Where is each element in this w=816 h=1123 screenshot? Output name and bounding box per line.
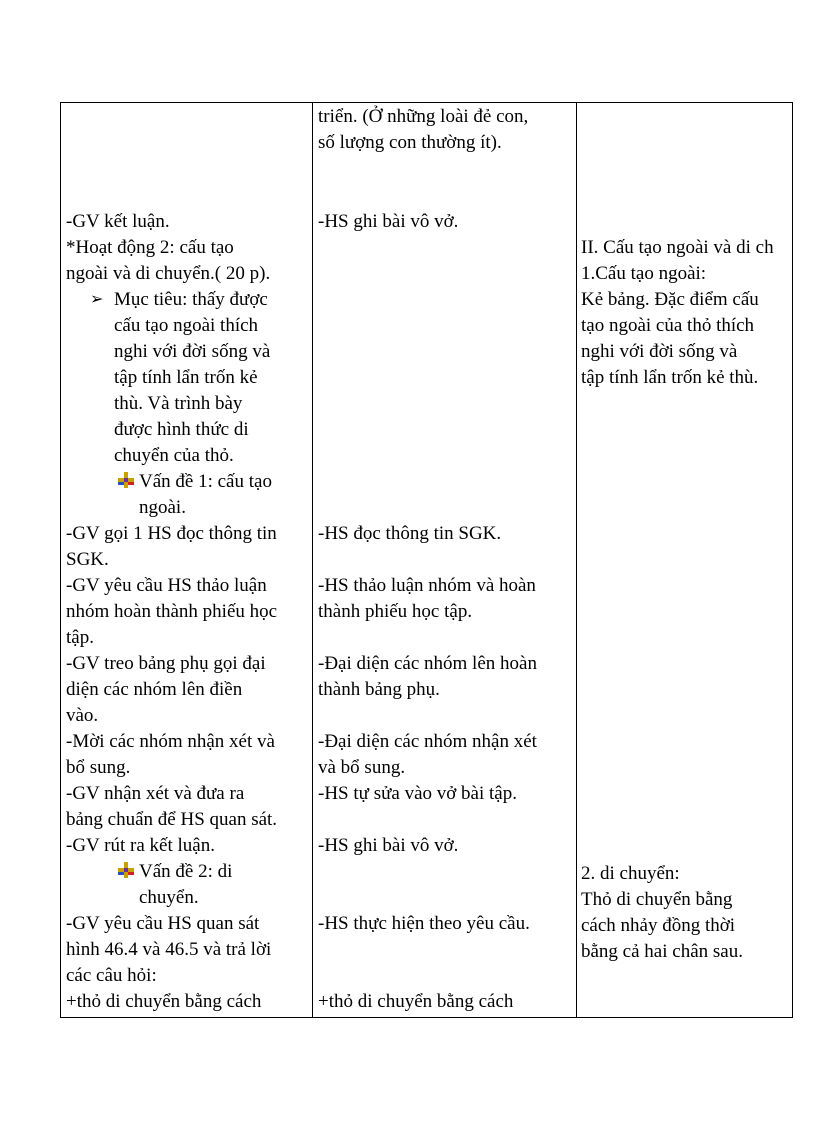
col3-text: bằng cả hai chân sau. xyxy=(581,941,743,962)
col2-text: thành phiếu học tập. xyxy=(318,601,473,622)
col2-text: thành bảng phụ. xyxy=(318,679,440,700)
subsection-heading: 1.Cấu tạo ngoài: xyxy=(581,263,707,284)
objective-text: tập tính lẩn trốn kẻ xyxy=(114,367,258,388)
col3-text: cách nhảy đồng thời xyxy=(581,915,736,936)
objective-text: nghi với đời sống và xyxy=(114,341,271,362)
col1-text: ngoài và di chuyển.( 20 p). xyxy=(66,263,271,284)
col2-text: -HS ghi bài vô vở. xyxy=(318,211,459,232)
issue-text: ngoài. xyxy=(139,497,186,518)
col2-text: -HS ghi bài vô vở. xyxy=(318,835,459,856)
issue-text: Vấn đề 2: di xyxy=(139,861,233,882)
col2-text: -HS tự sửa vào vở bài tập. xyxy=(318,783,517,804)
objective-text: thù. Và trình bày xyxy=(114,393,243,414)
col2-text: +thỏ di chuyển bằng cách xyxy=(318,991,514,1012)
plus-bullet-icon xyxy=(117,861,135,879)
col2-text: và bổ sung. xyxy=(318,757,406,778)
issue-text: Vấn đề 1: cấu tạo xyxy=(139,471,272,492)
col1-text: -GV yêu cầu HS thảo luận xyxy=(66,575,267,596)
col1-text: *Hoạt động 2: cấu tạo xyxy=(66,237,234,258)
col1-text: -GV treo bảng phụ gọi đại xyxy=(66,653,266,674)
col2-text: -HS thực hiện theo yêu cầu. xyxy=(318,913,530,934)
objective-text: Mục tiêu: thấy được xyxy=(114,289,268,310)
col2-text: triển. (Ở những loài đẻ con, xyxy=(318,106,529,127)
col3-text: tạo ngoài của thỏ thích xyxy=(581,315,755,336)
col1-text: -GV kết luận. xyxy=(66,211,170,232)
col1-text: +thỏ di chuyển bằng cách xyxy=(66,991,262,1012)
col3-text: Thỏ di chuyển bằng xyxy=(581,889,733,910)
subsection-heading: 2. di chuyển: xyxy=(581,863,680,884)
col1-text: vào. xyxy=(66,705,99,726)
col3-text: nghi với đời sống và xyxy=(581,341,738,362)
col1-text: -GV rút ra kết luận. xyxy=(66,835,215,856)
objective-text: được hình thức di xyxy=(114,419,249,440)
col2-text: -HS đọc thông tin SGK. xyxy=(318,523,502,544)
col2-text: -Đại diện các nhóm lên hoàn xyxy=(318,653,537,674)
issue-text: chuyển. xyxy=(139,887,199,908)
col3-text: tập tính lẩn trốn kẻ thù. xyxy=(581,367,759,388)
col1-text: SGK. xyxy=(66,549,109,570)
col1-text: bổ sung. xyxy=(66,757,131,778)
plus-bullet-icon xyxy=(117,471,135,489)
col2-text: -HS thảo luận nhóm và hoàn xyxy=(318,575,536,596)
objective-text: chuyển của thỏ. xyxy=(114,445,234,466)
col1-text: bảng chuẩn để HS quan sát. xyxy=(66,809,278,830)
objective-text: cấu tạo ngoài thích xyxy=(114,315,259,336)
col1-text: -Mời các nhóm nhận xét và xyxy=(66,731,275,752)
col1-text: -GV yêu cầu HS quan sát xyxy=(66,913,260,934)
col1-text: tập. xyxy=(66,627,94,648)
column-divider-2 xyxy=(576,103,577,1017)
col2-text: -Đại diện các nhóm nhận xét xyxy=(318,731,537,752)
col1-text: hình 46.4 và 46.5 và trả lời xyxy=(66,939,272,960)
column-divider-1 xyxy=(312,103,313,1017)
col1-text: các câu hỏi: xyxy=(66,965,157,986)
col3-text: Kẻ bảng. Đặc điểm cấu xyxy=(581,289,759,310)
col1-text: -GV gọi 1 HS đọc thông tin xyxy=(66,523,277,544)
col1-text: diện các nhóm lên điền xyxy=(66,679,243,700)
section-heading: II. Cấu tạo ngoài và di ch xyxy=(581,237,774,258)
col2-text: số lượng con thường ít). xyxy=(318,132,502,153)
arrow-bullet-icon: ➢ xyxy=(90,291,104,308)
col1-text: nhóm hoàn thành phiếu học xyxy=(66,601,278,622)
col1-text: -GV nhận xét và đưa ra xyxy=(66,783,245,804)
